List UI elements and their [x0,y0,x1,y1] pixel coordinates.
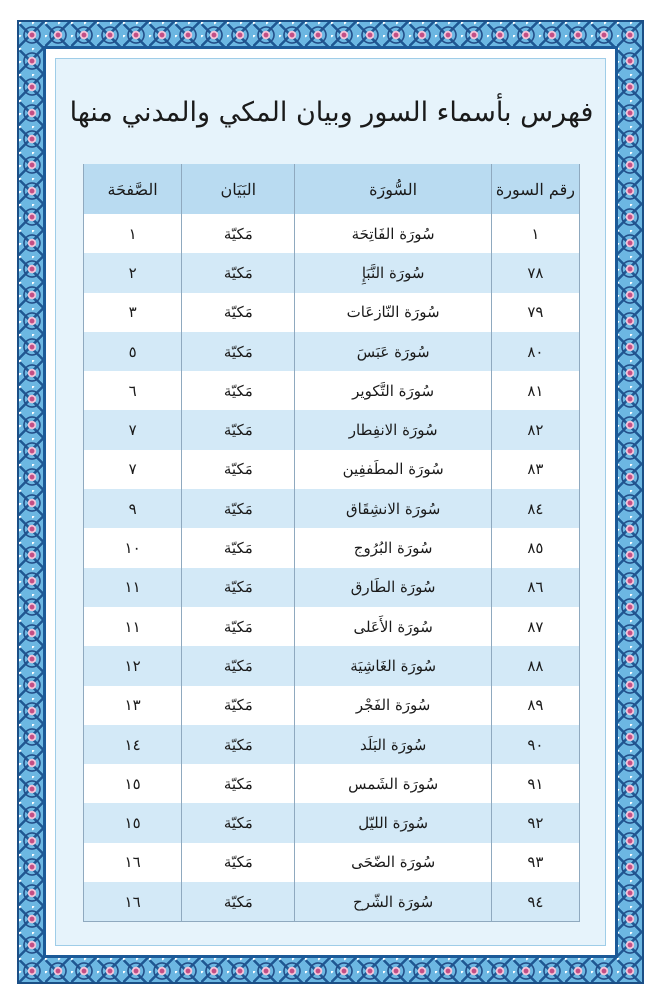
revelation-type-cell: مَكيّة [182,646,295,685]
surah-number-cell: ٨٩ [491,686,579,725]
surah-number-cell: ٩١ [491,764,579,803]
page-number-cell: ١١ [84,607,182,646]
revelation-type-cell: مَكيّة [182,489,295,528]
page-number-cell: ٣ [84,293,182,332]
surah-name-cell: سُورَة عَبَسَ [295,332,491,371]
surah-number-cell: ٩٢ [491,803,579,842]
surah-name-cell: سُورَة النّازعَات [295,293,491,332]
surah-name-cell: سُورَة الشّرح [295,882,491,922]
revelation-type-cell: مَكيّة [182,607,295,646]
surah-number-cell: ٨١ [491,371,579,410]
page-number-cell: ٦ [84,371,182,410]
surah-number-cell: ٨٨ [491,646,579,685]
page-number-cell: ١١ [84,568,182,607]
surah-number-cell: ٨٣ [491,450,579,489]
table-row [84,568,580,607]
surah-name-cell: سُورَة الليّل [295,803,491,842]
surah-name-cell: سُورَة الغَاشِيَة [295,646,491,685]
table-row [84,450,580,489]
page-number-cell: ١٠ [84,528,182,567]
revelation-type-cell: مَكيّة [182,686,295,725]
revelation-type-cell: مَكيّة [182,764,295,803]
page-number-cell: ١٣ [84,686,182,725]
surah-name-cell: سُورَة الأَعَلى [295,607,491,646]
surah-number-cell: ٧٨ [491,253,579,292]
surah-name-cell: سُورَة الفَاتِحَة [295,214,491,253]
surah-number-cell: ٩٤ [491,882,579,922]
surah-number-cell: ٨٤ [491,489,579,528]
table-row [84,293,580,332]
surah-number-cell: ٨٢ [491,410,579,449]
surah-number-cell: ٧٩ [491,293,579,332]
index-panel [55,58,606,946]
page-number-cell: ١٦ [84,882,182,922]
page-number-cell: ١٦ [84,843,182,882]
page-number-cell: ١٤ [84,725,182,764]
revelation-type-cell: مَكيّة [182,371,295,410]
table-row [84,332,580,371]
surah-number-cell: ٨٧ [491,607,579,646]
table-row [84,214,580,253]
page-number-cell: ٥ [84,332,182,371]
surah-number-cell: ١ [491,214,579,253]
surah-name-cell: سُورَة الانشِقَاق [295,489,491,528]
table-row [84,764,580,803]
table-row [84,528,580,567]
table-header-row [84,164,580,214]
surah-name-cell: سُورَة الضّحَى [295,843,491,882]
surah-number-cell: ٩٣ [491,843,579,882]
surah-name-cell: سُورَة البُرُوج [295,528,491,567]
page-number-cell: ١ [84,214,182,253]
page-number-cell: ١٥ [84,764,182,803]
revelation-type-cell: مَكيّة [182,332,295,371]
surah-name-cell: سُورَة الشَمس [295,764,491,803]
revelation-type-cell: مَكيّة [182,882,295,922]
surah-index-table [83,164,580,922]
table-row [84,253,580,292]
surah-name-cell: سُورَة الطَارق [295,568,491,607]
header-surah-number: رقم السورة [491,164,579,214]
revelation-type-cell: مَكيّة [182,214,295,253]
revelation-type-cell: مَكيّة [182,528,295,567]
surah-name-cell: سُورَة المطَففِين [295,450,491,489]
page-number-cell: ٢ [84,253,182,292]
revelation-type-cell: مَكيّة [182,253,295,292]
table-row [84,410,580,449]
table-row [84,843,580,882]
table-row [84,686,580,725]
table-row [84,803,580,842]
surah-number-cell: ٩٠ [491,725,579,764]
table-row [84,607,580,646]
surah-number-cell: ٨٠ [491,332,579,371]
revelation-type-cell: مَكيّة [182,568,295,607]
page-number-cell: ٧ [84,410,182,449]
table-row [84,646,580,685]
revelation-type-cell: مَكيّة [182,803,295,842]
page-number-cell: ١٥ [84,803,182,842]
header-surah-name: السُّورَة [295,164,491,214]
page-title: فهرس بأسماء السور وبيان المكي والمدني منها [69,97,594,128]
surah-name-cell: سُورَة البَلَد [295,725,491,764]
revelation-type-cell: مَكيّة [182,843,295,882]
surah-name-cell: سُورَة الانفِطار [295,410,491,449]
surah-name-cell: سُورَة النَّبَإِ [295,253,491,292]
table-row [84,371,580,410]
header-revelation-type: البَيَان [182,164,295,214]
header-page-number: الصَّفحَة [84,164,182,214]
page-number-cell: ١٢ [84,646,182,685]
revelation-type-cell: مَكيّة [182,293,295,332]
surah-number-cell: ٨٥ [491,528,579,567]
revelation-type-cell: مَكيّة [182,410,295,449]
revelation-type-cell: مَكيّة [182,450,295,489]
page-number-cell: ٧ [84,450,182,489]
surah-number-cell: ٨٦ [491,568,579,607]
page-number-cell: ٩ [84,489,182,528]
revelation-type-cell: مَكيّة [182,725,295,764]
table-row [84,725,580,764]
table-row [84,489,580,528]
table-row [84,882,580,922]
surah-name-cell: سُورَة الفَجْر [295,686,491,725]
surah-name-cell: سُورَة التَّكوير [295,371,491,410]
